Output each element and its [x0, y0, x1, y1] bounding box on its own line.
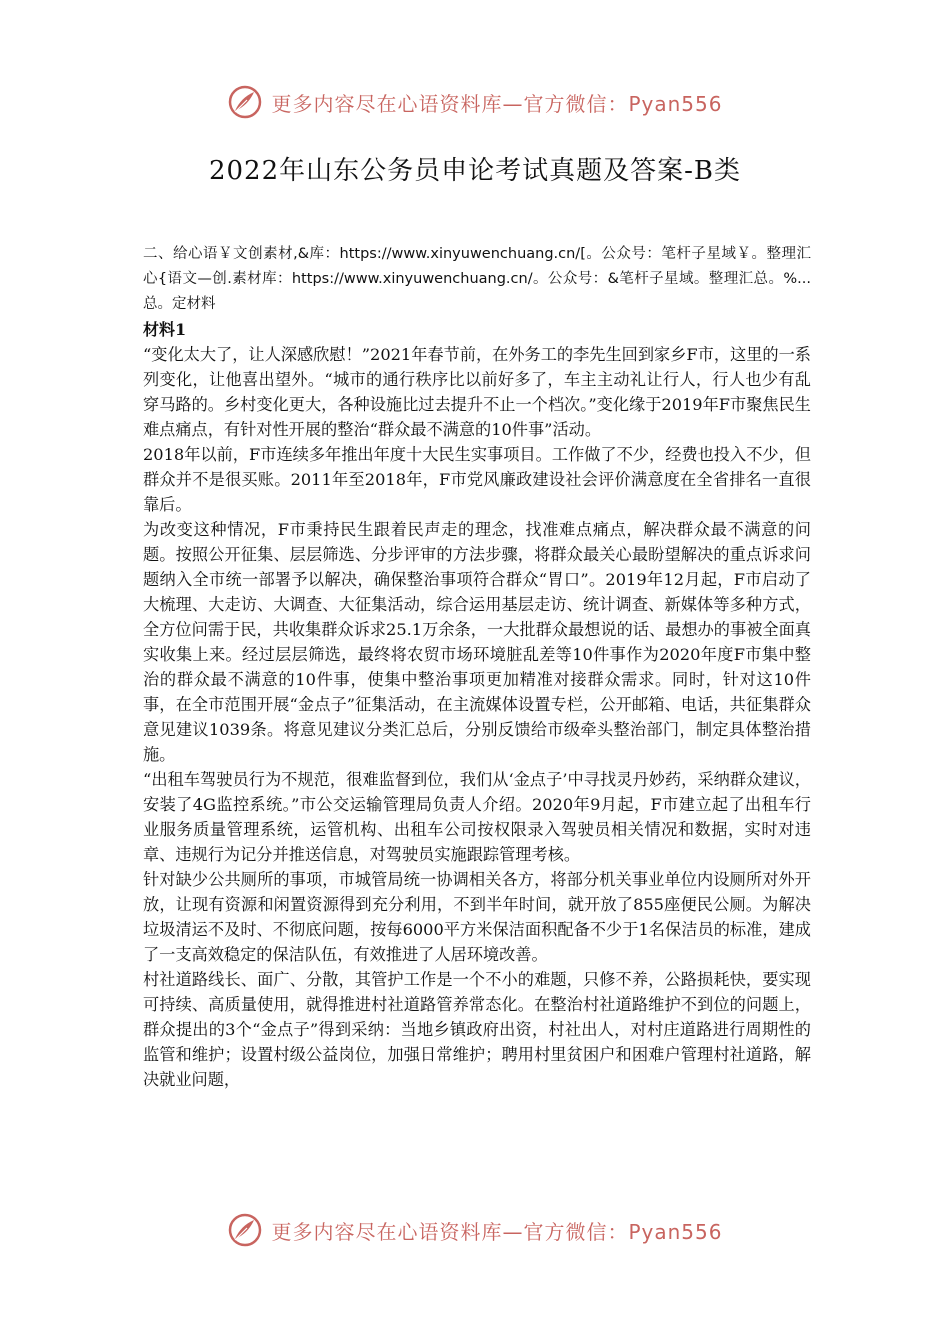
quill-logo-icon: [227, 84, 263, 120]
scrambled-intro-line: 二、给心语￥文创素材,&库：https://www.xinyuwenchuang.cn/[。公众号：笔杆子星域￥。整理汇心{语文—创.素材库：https://www.xinyuwenchuang.cn/。公众号：&笔杆子星域。整理汇总。%...总。定材料: [143, 246, 811, 312]
watermark-text: 更多内容尽在心语资料库—官方微信：Pyan556: [271, 91, 723, 116]
paragraph-6: 村社道路线长、面广、分散，其管护工作是一个不小的难题，只修不养，公路损耗快，要实现可持续、高质量使用，就得推进村社道路管养常态化。在整治村社道路维护不到位的问题上，群众提出的3个“金点子”得到采纳：当地乡镇政府出资，村社出人，对村庄道路进行周期性的监管和维护；设置村级公益岗位，加强日常维护；聘用村里贫困户和困难户管理村社道路，解决就业问题，: [143, 970, 811, 1089]
quill-logo-icon: [227, 1212, 263, 1248]
paragraph-5: 针对缺少公共厕所的事项，市城管局统一协调相关各方，将部分机关事业单位内设厕所对外开放，让现有资源和闲置资源得到充分利用，不到半年时间，就开放了855座便民公厕。为解决垃圾清运不及时、不彻底问题，按每6000平方米保洁面积配备不少于1名保洁员的标准，建成了一支高效稳定的保洁队伍，有效推进了人居环境改善。: [143, 870, 811, 964]
paragraph-3: 为改变这种情况，F市秉持民生跟着民声走的理念，找准难点痛点，解决群众最不满意的问题。按照公开征集、层层筛选、分步评审的方法步骤，将群众最关心最盼望解决的重点诉求问题纳入全市统一部署予以解决，确保整治事项符合群众“胃口”。2019年12月起，F市启动了大梳理、大走访、大调查、大征集活动，综合运用基层走访、统计调查、新媒体等多种方式，全方位问需于民，共收集群众诉求25.1万余条，一大批群众最想说的话、最想办的事被全面真实收集上来。经过层层筛选，最终将农贸市场环境脏乱差等10件事作为2020年度F市集中整治的群众最不满意的10件事，使集中整治事项更加精准对接群众需求。同时，针对这10件事，在全市范围开展“金点子”征集活动，在主流媒体设置专栏，公开邮箱、电话，共征集群众意见建议1039条。将意见建议分类汇总后，分别反馈给市级牵头整治部门，制定具体整治措施。: [143, 520, 811, 764]
footer-watermark-banner: [0, 1208, 950, 1252]
watermark-text: 更多内容尽在心语资料库—官方微信：Pyan556: [271, 1219, 723, 1244]
header-watermark-banner: [0, 80, 950, 124]
document-title: 2022年山东公务员申论考试真题及答案-B类: [208, 156, 742, 186]
section-heading: 材料1: [143, 320, 187, 339]
paragraph-2: 2018年以前，F市连续多年推出年度十大民生实事项目。工作做了不少，经费也投入不少，但群众并不是很买账。2011年至2018年，F市党风廉政建设社会评价满意度在全省排名一直很靠后。: [143, 445, 811, 514]
paragraph-4: “出租车驾驶员行为不规范，很难监督到位，我们从‘金点子’中寻找灵丹妙药，采纳群众建议，安装了4G监控系统。”市公交运输管理局负责人介绍。2020年9月起，F市建立起了出租车行业服务质量管理系统，运管机构、出租车公司按权限录入驾驶员相关情况和数据，实时对违章、违规行为记分并推送信息，对驾驶员实施跟踪管理考核。: [143, 770, 811, 864]
document-body: [143, 242, 811, 1092]
paragraph-1: “变化太大了，让人深感欣慰！”2021年春节前，在外务工的李先生回到家乡F市，这里的一系列变化，让他喜出望外。“城市的通行秩序比以前好多了，车主主动礼让行人，行人也少有乱穿马路的。乡村变化更大，各种设施比过去提升不止一个档次。”变化缘于2019年F市聚焦民生难点痛点，有针对性开展的整治“群众最不满意的10件事”活动。: [143, 345, 811, 439]
